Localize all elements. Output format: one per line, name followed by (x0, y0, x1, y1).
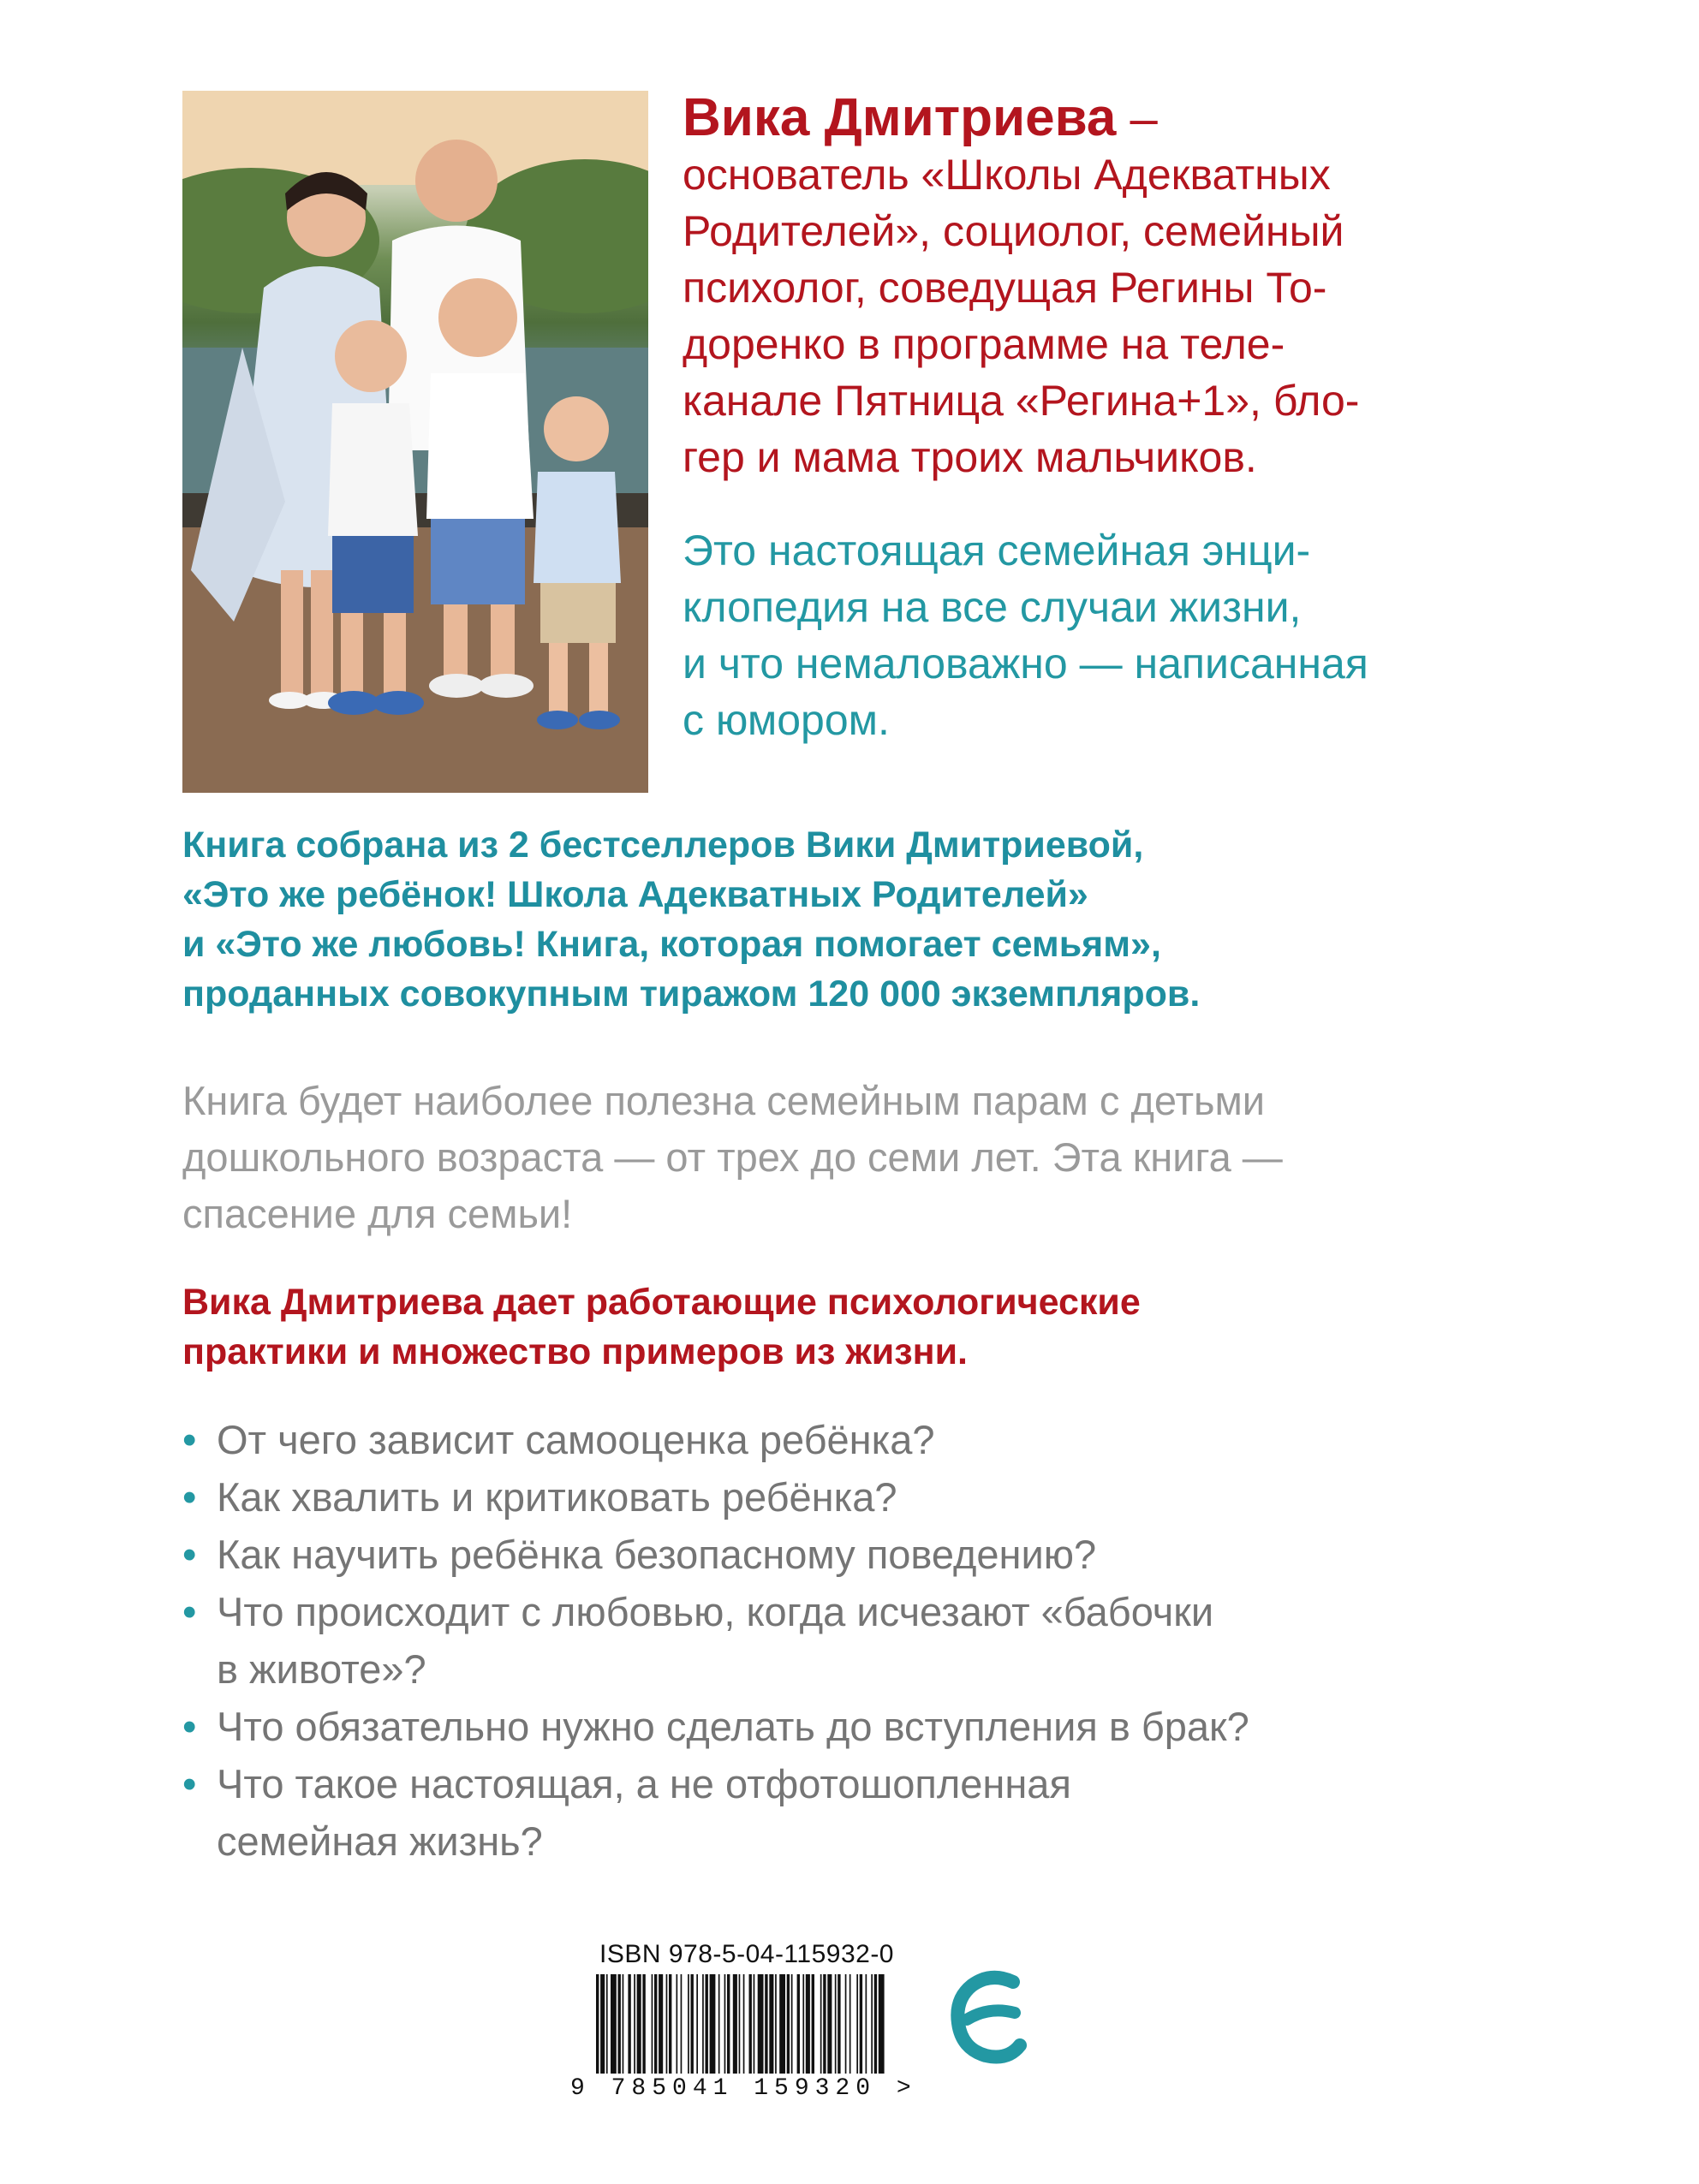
paragraph-line: практики и множество примеров из жизни. (182, 1331, 968, 1372)
barcode-bar (866, 1974, 867, 2074)
barcode-bar (765, 1974, 767, 2074)
paragraph-line: Книга собрана из 2 бестселлеров Вики Дмитриевой, (182, 824, 1144, 866)
bullet-icon: • (182, 1532, 197, 1577)
author-intro (683, 87, 1539, 485)
barcode-bar (606, 1974, 608, 2074)
bio-line: канале Пятница «Регина+1», бло- (683, 377, 1360, 425)
question-line: Как хвалить и критиковать ребёнка? (217, 1474, 897, 1520)
barcode-bar (838, 1974, 840, 2074)
barcode-bar (652, 1974, 653, 2074)
barcode-bar (681, 1974, 683, 2074)
barcode-bar (724, 1974, 726, 2074)
question-line: Что такое настоящая, а не отфотошопленная (217, 1761, 1071, 1806)
barcode-bar (874, 1974, 877, 2074)
list-item (182, 1755, 1587, 1870)
barcode-bar (623, 1974, 624, 2074)
paragraph-line: клопедия на все случаи жизни, (683, 583, 1302, 631)
bullet-icon: • (182, 1761, 197, 1806)
barcode-bar (618, 1974, 621, 2074)
list-item (182, 1583, 1587, 1698)
question-line: Что происходит с любовью, когда исчезают «бабочки (217, 1589, 1214, 1634)
barcode-bar (696, 1974, 698, 2074)
barcode-bar (654, 1974, 657, 2074)
barcode-bar (691, 1974, 694, 2074)
barcode-bar (769, 1974, 773, 2074)
paragraph-line: дошкольного возраста — от трех до семи лет. Эта книга — (182, 1134, 1283, 1180)
barcode-bar (677, 1974, 678, 2074)
list-item (182, 1526, 1587, 1583)
bullet-icon: • (182, 1589, 197, 1634)
author-name: Вика Дмитриева (683, 88, 1117, 147)
question-line: Как научить ребёнка безопасному поведению? (217, 1532, 1097, 1577)
encyclopedia-paragraph (683, 522, 1539, 748)
barcode-bar (845, 1974, 847, 2074)
list-item (182, 1468, 1587, 1526)
barcode-icon (594, 1974, 887, 2074)
audience-paragraph (182, 1073, 1553, 1242)
bio-line: гер и мама троих мальчиков. (683, 433, 1257, 481)
author-family-photo (182, 91, 648, 793)
barcode-bar (856, 1974, 858, 2074)
barcode-digits: 9 785041 159320 > (570, 2075, 917, 2102)
barcode-bar (754, 1974, 755, 2074)
barcode-bar (666, 1974, 668, 2074)
barcode-bar (758, 1974, 764, 2074)
practices-paragraph (182, 1277, 1553, 1377)
barcode-bar (850, 1974, 851, 2074)
barcode-bar (733, 1974, 737, 2074)
barcode-bar (659, 1974, 663, 2074)
barcode-bar (743, 1974, 745, 2074)
barcode-bar (600, 1974, 605, 2074)
barcode-bar (642, 1974, 645, 2074)
barcode-bar (706, 1974, 708, 2074)
barcode-bar (669, 1974, 671, 2074)
barcode-bar (739, 1974, 741, 2074)
bullet-icon: • (182, 1417, 197, 1462)
paragraph-line: спасение для семьи! (182, 1191, 573, 1236)
barcode-bar (596, 1974, 599, 2074)
bio-line: основатель «Школы Адекватных (683, 151, 1331, 199)
barcode-bar (823, 1974, 826, 2074)
paragraph-line: Вика Дмитриева дает работающие психологические (182, 1282, 1141, 1323)
barcode-bar (787, 1974, 790, 2074)
isbn-label: ISBN 978-5-04-115932-0 (599, 1940, 894, 1968)
barcode-bar (727, 1974, 730, 2074)
barcode-bar (860, 1974, 862, 2074)
barcode-bar (718, 1974, 720, 2074)
list-item (182, 1411, 1587, 1468)
barcode-bar (820, 1974, 822, 2074)
paragraph-line: Книга будет наиболее полезна семейным парам с детьми (182, 1078, 1266, 1123)
question-line: Что обязательно нужно сделать до вступления в брак? (217, 1704, 1249, 1749)
author-dash: – (1116, 91, 1158, 146)
bio-line: психолог, соведущая Регины То- (683, 264, 1327, 312)
barcode-bar (827, 1974, 832, 2074)
question-line: От чего зависит самооценка ребёнка? (217, 1417, 935, 1462)
list-item (182, 1698, 1587, 1755)
barcode-bar (779, 1974, 785, 2074)
questions-list (182, 1411, 1587, 1870)
bio-line: доренко в программе на теле- (683, 320, 1285, 368)
paragraph-line: «Это же ребёнок! Школа Адекватных Родителей» (182, 874, 1088, 915)
barcode-bar (611, 1974, 617, 2074)
bullet-icon: • (182, 1474, 197, 1520)
paragraph-line: с юмором. (683, 696, 890, 744)
barcode-bar (634, 1974, 635, 2074)
barcode-bar (791, 1974, 793, 2074)
paragraph-line: Это настоящая семейная энци- (683, 527, 1311, 574)
barcode-bar (797, 1974, 800, 2074)
barcode-bar (775, 1974, 777, 2074)
barcode-bar (688, 1974, 689, 2074)
paragraph-line: и «Это же любовь! Книга, которая помогает семьям», (182, 924, 1161, 965)
barcode-bar (871, 1974, 873, 2074)
bullet-icon: • (182, 1704, 197, 1749)
barcode-bar (802, 1974, 804, 2074)
bestsellers-paragraph (182, 820, 1553, 1019)
barcode-bar (879, 1974, 885, 2074)
paragraph-line: и что немаловажно — написанная (683, 640, 1368, 687)
barcode-bar (812, 1974, 814, 2074)
family-illustration (182, 91, 648, 793)
question-line: семейная жизнь? (217, 1818, 543, 1864)
barcode-bar (637, 1974, 641, 2074)
barcode-bar (628, 1974, 630, 2074)
barcode-bar (835, 1974, 837, 2074)
publisher-logo-icon (946, 1956, 1032, 2076)
barcode-bar (749, 1974, 752, 2074)
barcode-bar (710, 1974, 716, 2074)
author-bio (683, 146, 1539, 485)
barcode-bar (702, 1974, 704, 2074)
bio-line: Родителей», социолог, семейный (683, 207, 1344, 255)
barcode-bar (806, 1974, 810, 2074)
question-line: в животе»? (217, 1646, 426, 1692)
paragraph-line: проданных совокупным тиражом 120 000 экземпляров. (182, 973, 1201, 1015)
